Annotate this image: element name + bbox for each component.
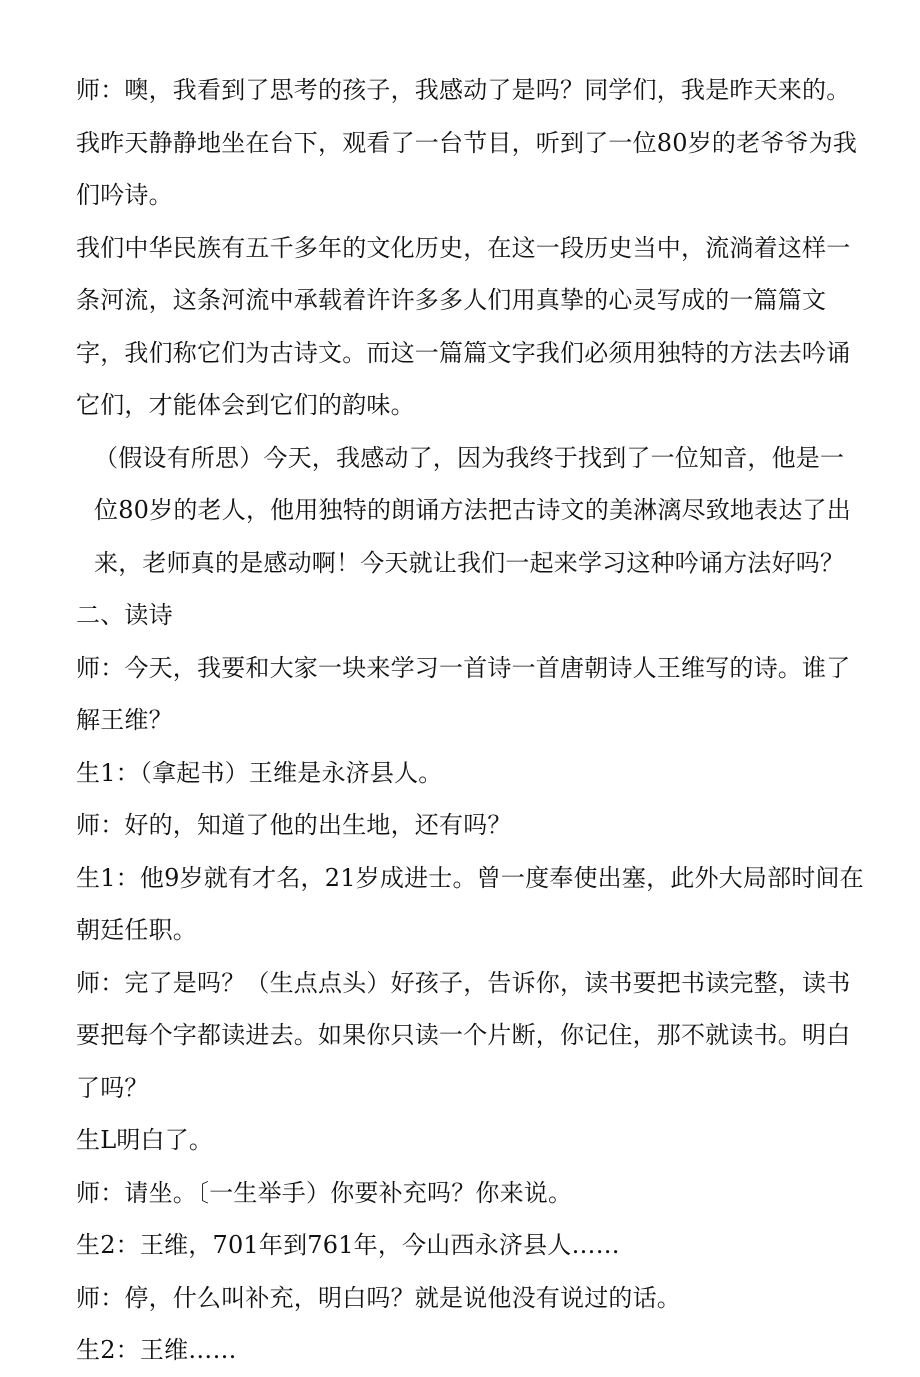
paragraph-teacher-followup: 师：好的，知道了他的出生地，还有吗？ <box>76 811 512 839</box>
paragraph-student2-answer: 生2：王维，701年到761年，今山西永济县人…… <box>76 1231 620 1259</box>
paragraph-teacher-please-sit: 师：请坐。〔一生举手）你要补充吗？你来说。 <box>76 1178 573 1207</box>
paragraph-teacher-stop: 师：停，什么叫补充，明白吗？就是说他没有说过的话。 <box>76 1283 681 1312</box>
paragraph-teacher-advice: 师：完了是吗？（生点点头）好孩子，告诉你，读书要把书读完整，读书要把每个字都读进去。如果你只读一个片断，你记住，那不就读书。明白了吗？ <box>76 968 851 1102</box>
paragraph-student2-retry: 生2：王维…… <box>76 1336 237 1364</box>
paragraph-history: 我们中华民族有五千多年的文化历史，在这一段历史当中，流淌着这样一条河流，这条河流中承载着许许多多人们用真挚的心灵写成的一篇篇文字，我们称它们为古诗文。而这一篇篇文字我们必须用独特的方法去吟诵它们，才能体会到它们的韵味。 <box>76 233 851 419</box>
paragraph-moved: （假设有所思）今天，我感动了，因为我终于找到了一位知音，他是一位80岁的老人，他用独特的朗诵方法把古诗文的美淋漓尽致地表达了出来，老师真的是感动啊！今天就让我们一起来学习这种吟诵方法好吗？ <box>94 443 851 577</box>
document-body <box>58 64 864 1377</box>
section-heading: 二、读诗 <box>76 601 173 629</box>
paragraph-teacher-intro: 师：噢，我看到了思考的孩子，我感动了是吗？同学们，我是昨天来的。我昨天静静地坐在台下，观看了一台节目，听到了一位80岁的老爷爷为我们吟诗。 <box>76 76 858 209</box>
paragraph-teacher-question: 师：今天，我要和大家一块来学习一首诗一首唐朝诗人王维写的诗。谁了解王维？ <box>76 653 851 734</box>
paragraph-student1-answer: 生1：（拿起书）王维是永济县人。 <box>76 758 443 787</box>
paragraph-student1-details: 生1：他9岁就有才名，21岁成进士。曾一度奉使出塞，此外大局部时间在朝廷任职。 <box>76 863 864 944</box>
paragraph-student-understood: 生L明白了。 <box>76 1126 214 1154</box>
